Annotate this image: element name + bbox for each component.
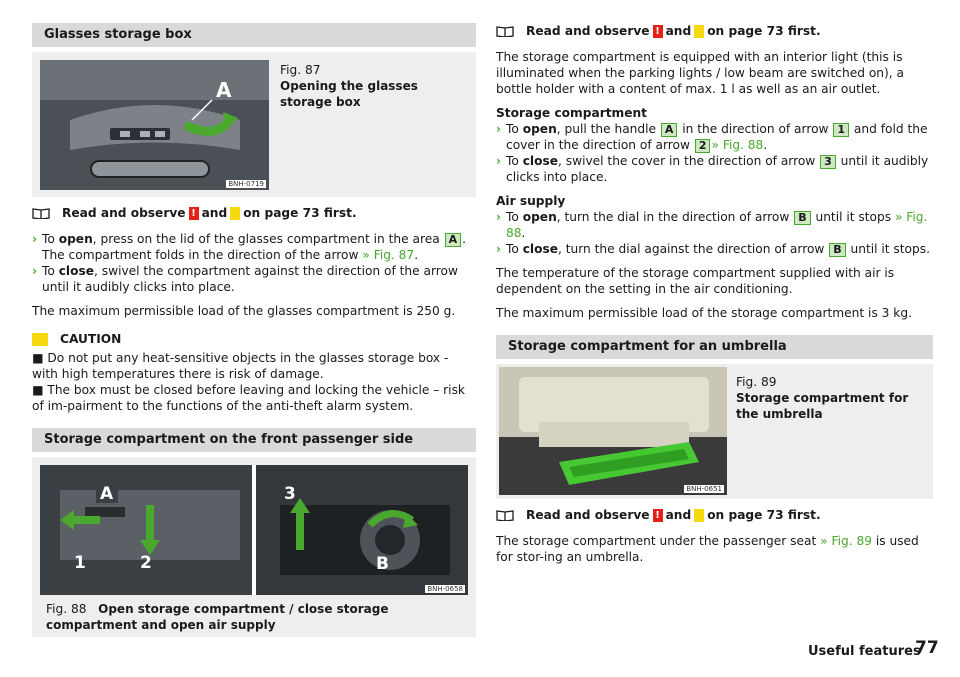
section-title-passenger: Storage compartment on the front passenger side [32, 428, 476, 452]
caution-block [32, 331, 476, 414]
storage-step-close: › To close, swivel the cover in the direction of arrow 3 until it audibly clicks into place. [496, 154, 929, 184]
storage-heading: Storage compartment [496, 106, 647, 120]
step-open: › To open, press on the lid of the glasses compartment in the area A . The compartment folds in the direction of the arrow » Fig. 87. [32, 232, 466, 262]
chevron-icon: › [496, 122, 502, 136]
section-title-umbrella: Storage compartment for an umbrella [496, 335, 933, 359]
caution-icon [32, 333, 48, 346]
book-icon [496, 25, 514, 37]
warning-red-icon: ! [189, 207, 199, 220]
temperature-text: The temperature of the storage compartment supplied with air is dependent on the setting in the air conditioning. [496, 266, 895, 296]
figure-89-caption: Storage compartment for the umbrella [736, 391, 909, 421]
figure-87 [32, 52, 476, 197]
figure-88-caption-block [46, 601, 466, 633]
figure-88-number: Fig. 88 [46, 602, 87, 616]
figure-87-image [40, 60, 269, 190]
chevron-icon: › [496, 242, 502, 256]
caution-item: ■ The box must be closed before leaving and locking the vehicle – risk of im-pairment to the functions of the anti-theft alarm system. [32, 383, 465, 413]
figure-87-caption-block [280, 62, 470, 110]
figure-89-code: BNH-0651 [686, 485, 722, 493]
figure-89-caption-block [736, 374, 926, 422]
key-b: B [829, 243, 845, 257]
warning-red-icon: ! [653, 509, 663, 522]
figure-87-number: Fig. 87 [280, 63, 321, 77]
read-prefix: Read and observe [62, 206, 186, 220]
key-2: 2 [695, 139, 711, 153]
left-column [32, 23, 476, 637]
caution-heading: CAUTION [32, 331, 476, 347]
page-number: 77 [915, 638, 939, 658]
key-b: B [794, 211, 810, 225]
read-suffix: on page 73 first. [243, 206, 357, 220]
figure-88-caption: Open storage compartment / close storage compartment and open air supply [46, 602, 389, 632]
key-a: A [661, 123, 678, 137]
read-observe-line: Read and observe ! and ! on page 73 first. [496, 23, 933, 39]
section-title-glasses-box: Glasses storage box [32, 23, 476, 47]
chevron-icon: › [496, 210, 502, 224]
figure-87-illustration [40, 60, 269, 190]
figure-89-illustration [499, 367, 727, 495]
link-fig-87[interactable]: » Fig. 87 [362, 248, 415, 262]
intro-text: The storage compartment is equipped with an interior light (this is illuminated when the parking lights / low beam are switched on), a bottle holder with a content of max. 1 l as well as an air outlet. [496, 50, 904, 96]
figure-89-number: Fig. 89 [736, 375, 777, 389]
key-3: 3 [820, 155, 836, 169]
key-a: A [445, 233, 462, 247]
figure-89-image [499, 367, 727, 495]
air-step-close: › To close, turn the dial against the direction of arrow B until it stops. [496, 242, 930, 256]
footer-section-label: Useful features [808, 644, 921, 659]
warning-yellow-icon: ! [230, 207, 240, 220]
figure-88 [32, 457, 476, 637]
figure-88-label: 1 [74, 553, 86, 573]
storage-step-open: › To open, pull the handle A in the direction of arrow 1 and fold the cover in the direction of arrow 2 » Fig. 88. [496, 122, 928, 152]
caution-item: ■ Do not put any heat-sensitive objects in the glasses storage box - with high temperatures there is risk of damage. [32, 351, 449, 381]
link-fig-88[interactable]: » Fig. 88 [711, 138, 764, 152]
figure-88-label: 2 [140, 553, 152, 573]
book-icon [32, 207, 50, 219]
read-observe-line: Read and observe ! and ! on page 73 first. [496, 507, 933, 523]
read-observe-line [32, 205, 476, 221]
link-fig-88[interactable]: » Fig. 88 [506, 210, 928, 240]
warning-red-icon: ! [653, 25, 663, 38]
link-fig-89[interactable]: » Fig. 89 [820, 534, 872, 548]
figure-87-code: BNH-0719 [228, 180, 264, 188]
read-and: and [201, 206, 228, 220]
book-icon [496, 509, 514, 521]
figure-88-label: B [376, 554, 389, 574]
warning-yellow-icon: ! [694, 509, 704, 522]
glasses-max-load: The maximum permissible load of the glasses compartment is 250 g. [32, 304, 456, 318]
figure-87-caption: Opening the glasses storage box [280, 79, 418, 109]
figure-88-label: A [100, 484, 114, 504]
figure-89 [496, 364, 933, 499]
umbrella-text: The storage compartment under the passenger seat » Fig. 89 is used for stor-ing an umbrella. [496, 534, 919, 564]
key-1: 1 [833, 123, 849, 137]
chevron-icon: › [32, 232, 38, 246]
glasses-steps [32, 231, 476, 295]
air-heading: Air supply [496, 194, 566, 208]
warning-yellow-icon: ! [694, 25, 704, 38]
chevron-icon: › [32, 264, 38, 278]
air-step-open: › To open, turn the dial in the direction of arrow B until it stops » Fig. 88. [496, 210, 928, 240]
figure-88-image [40, 465, 468, 595]
figure-87-label-a: A [216, 78, 232, 102]
chevron-icon: › [496, 154, 502, 168]
step-close: › To close, swivel the compartment against the direction of the arrow until it audibly clicks into place. [32, 264, 458, 294]
figure-88-code: BNH-0658 [427, 585, 463, 593]
figure-88-illustration [40, 465, 468, 595]
figure-88-label: 3 [284, 484, 296, 504]
right-column [496, 23, 933, 565]
storage-max-load: The maximum permissible load of the storage compartment is 3 kg. [496, 306, 912, 320]
